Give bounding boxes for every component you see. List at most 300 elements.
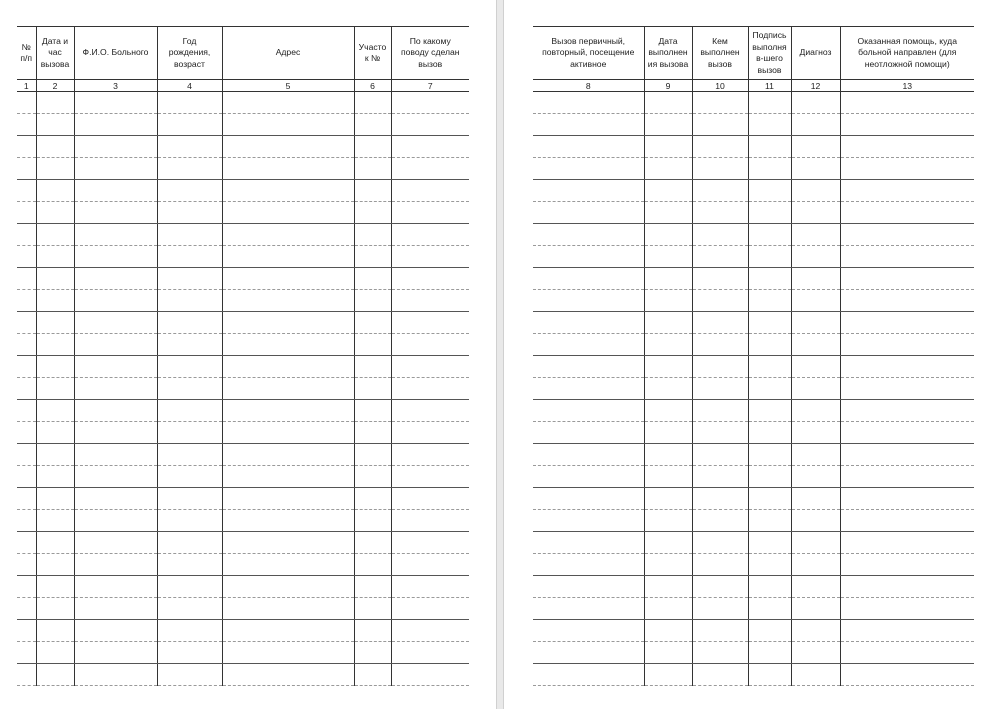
empty-cell <box>74 554 157 576</box>
empty-cell <box>157 466 222 488</box>
empty-cell <box>74 620 157 642</box>
empty-cell <box>36 642 74 664</box>
empty-cell <box>644 576 692 598</box>
empty-cell <box>36 268 74 290</box>
empty-cell <box>748 158 791 180</box>
empty-cell <box>644 356 692 378</box>
empty-cell <box>157 114 222 136</box>
empty-cell <box>36 664 74 686</box>
empty-cell <box>354 444 391 466</box>
table-row <box>533 268 974 290</box>
empty-cell <box>354 422 391 444</box>
empty-cell <box>157 400 222 422</box>
col-header-number: № п/п <box>17 27 36 80</box>
empty-cell <box>692 92 748 114</box>
empty-cell <box>36 400 74 422</box>
empty-cell <box>354 290 391 312</box>
empty-cell <box>17 114 36 136</box>
col-number: 9 <box>644 80 692 92</box>
table-row <box>533 598 974 620</box>
empty-cell <box>692 532 748 554</box>
empty-cell <box>533 620 644 642</box>
empty-cell <box>222 620 354 642</box>
empty-cell <box>36 510 74 532</box>
empty-cell <box>36 114 74 136</box>
empty-cell <box>840 422 974 444</box>
empty-cell <box>748 400 791 422</box>
empty-cell <box>840 554 974 576</box>
col-number: 1 <box>17 80 36 92</box>
empty-cell <box>36 576 74 598</box>
empty-cell <box>748 510 791 532</box>
empty-cell <box>354 642 391 664</box>
empty-cell <box>644 290 692 312</box>
col-number: 3 <box>74 80 157 92</box>
empty-cell <box>692 422 748 444</box>
empty-cell <box>644 114 692 136</box>
empty-cell <box>157 136 222 158</box>
empty-cell <box>354 466 391 488</box>
empty-cell <box>791 378 840 400</box>
empty-cell <box>692 158 748 180</box>
table-row <box>17 620 469 642</box>
empty-cell <box>692 334 748 356</box>
empty-cell <box>17 268 36 290</box>
empty-cell <box>17 466 36 488</box>
empty-cell <box>644 488 692 510</box>
empty-cell <box>791 356 840 378</box>
empty-cell <box>391 642 469 664</box>
col-header-diagnosis: Диагноз <box>791 27 840 80</box>
empty-cell <box>748 620 791 642</box>
empty-cell <box>644 554 692 576</box>
empty-cell <box>354 532 391 554</box>
table-row <box>17 642 469 664</box>
table-row <box>533 92 974 114</box>
empty-cell <box>644 444 692 466</box>
empty-cell <box>157 576 222 598</box>
empty-cell <box>74 136 157 158</box>
empty-cell <box>222 576 354 598</box>
empty-cell <box>533 268 644 290</box>
empty-cell <box>791 334 840 356</box>
empty-cell <box>791 92 840 114</box>
table-row <box>533 312 974 334</box>
empty-cell <box>748 488 791 510</box>
empty-cell <box>36 488 74 510</box>
empty-cell <box>222 642 354 664</box>
empty-cell <box>74 114 157 136</box>
empty-cell <box>644 378 692 400</box>
table-row <box>17 246 469 268</box>
table-row <box>17 444 469 466</box>
empty-cell <box>222 378 354 400</box>
empty-cell <box>17 664 36 686</box>
empty-cell <box>840 114 974 136</box>
col-header-completion-date: Дата выполнен ия вызова <box>644 27 692 80</box>
empty-cell <box>791 202 840 224</box>
table-row <box>533 488 974 510</box>
empty-cell <box>354 114 391 136</box>
empty-cell <box>748 378 791 400</box>
empty-cell <box>157 620 222 642</box>
empty-cell <box>533 576 644 598</box>
empty-cell <box>391 444 469 466</box>
col-number: 11 <box>748 80 791 92</box>
empty-cell <box>157 158 222 180</box>
empty-cell <box>74 290 157 312</box>
empty-cell <box>692 136 748 158</box>
empty-cell <box>791 466 840 488</box>
empty-cell <box>17 488 36 510</box>
empty-cell <box>748 136 791 158</box>
table-row <box>17 532 469 554</box>
table-row <box>17 422 469 444</box>
empty-cell <box>157 334 222 356</box>
col-number: 4 <box>157 80 222 92</box>
calls-journal-right-table <box>533 26 974 686</box>
table-row <box>533 642 974 664</box>
empty-cell <box>74 246 157 268</box>
table-row <box>17 576 469 598</box>
empty-cell <box>354 598 391 620</box>
empty-cell <box>692 576 748 598</box>
empty-cell <box>748 114 791 136</box>
empty-cell <box>222 312 354 334</box>
empty-cell <box>840 136 974 158</box>
empty-cell <box>692 356 748 378</box>
empty-cell <box>36 224 74 246</box>
empty-cell <box>74 466 157 488</box>
empty-cell <box>354 378 391 400</box>
empty-cell <box>222 444 354 466</box>
empty-cell <box>17 444 36 466</box>
empty-cell <box>354 312 391 334</box>
empty-cell <box>644 466 692 488</box>
empty-cell <box>840 532 974 554</box>
empty-cell <box>644 246 692 268</box>
empty-cell <box>391 532 469 554</box>
table-row <box>533 158 974 180</box>
col-number: 2 <box>36 80 74 92</box>
empty-cell <box>840 290 974 312</box>
table-row <box>533 466 974 488</box>
table-row <box>17 466 469 488</box>
empty-cell <box>748 664 791 686</box>
empty-cell <box>17 554 36 576</box>
empty-cell <box>791 598 840 620</box>
empty-cell <box>840 224 974 246</box>
empty-cell <box>17 356 36 378</box>
empty-cell <box>533 136 644 158</box>
empty-cell <box>391 202 469 224</box>
empty-cell <box>74 378 157 400</box>
empty-cell <box>840 598 974 620</box>
table-row <box>17 400 469 422</box>
empty-cell <box>644 642 692 664</box>
empty-cell <box>748 202 791 224</box>
empty-cell <box>533 334 644 356</box>
empty-cell <box>222 180 354 202</box>
empty-cell <box>17 312 36 334</box>
empty-cell <box>644 158 692 180</box>
table-row <box>533 422 974 444</box>
empty-cell <box>791 642 840 664</box>
empty-cell <box>17 224 36 246</box>
empty-cell <box>533 312 644 334</box>
empty-cell <box>533 422 644 444</box>
empty-cell <box>74 422 157 444</box>
empty-cell <box>692 598 748 620</box>
empty-cell <box>748 246 791 268</box>
empty-cell <box>157 268 222 290</box>
empty-cell <box>840 620 974 642</box>
empty-cell <box>391 510 469 532</box>
empty-cell <box>74 334 157 356</box>
empty-cell <box>157 422 222 444</box>
right-page <box>503 0 1000 709</box>
empty-cell <box>222 92 354 114</box>
empty-cell <box>222 532 354 554</box>
empty-cell <box>157 180 222 202</box>
empty-cell <box>222 400 354 422</box>
empty-cell <box>74 202 157 224</box>
left-page <box>0 0 497 709</box>
empty-cell <box>692 246 748 268</box>
empty-cell <box>157 356 222 378</box>
table-row <box>533 664 974 686</box>
empty-cell <box>644 180 692 202</box>
empty-cell <box>391 224 469 246</box>
empty-cell <box>748 312 791 334</box>
empty-cell <box>354 180 391 202</box>
empty-cell <box>36 312 74 334</box>
empty-cell <box>354 334 391 356</box>
empty-cell <box>533 466 644 488</box>
empty-cell <box>692 642 748 664</box>
col-header-call-type: Вызов первичный, повторный, посещение активное <box>533 27 644 80</box>
empty-cell <box>840 356 974 378</box>
empty-cell <box>533 444 644 466</box>
empty-cell <box>692 268 748 290</box>
empty-cell <box>354 664 391 686</box>
empty-cell <box>692 378 748 400</box>
col-number: 6 <box>354 80 391 92</box>
empty-cell <box>17 510 36 532</box>
empty-cell <box>791 422 840 444</box>
empty-cell <box>644 202 692 224</box>
empty-cell <box>840 312 974 334</box>
table-row <box>17 202 469 224</box>
table-row <box>17 598 469 620</box>
col-header-assistance: Оказанная помощь, куда больной направлен (для неотложной помощи) <box>840 27 974 80</box>
empty-cell <box>222 114 354 136</box>
empty-cell <box>791 290 840 312</box>
empty-cell <box>533 532 644 554</box>
empty-cell <box>354 158 391 180</box>
empty-cell <box>222 466 354 488</box>
empty-cell <box>692 400 748 422</box>
empty-cell <box>748 334 791 356</box>
empty-cell <box>157 554 222 576</box>
empty-cell <box>533 224 644 246</box>
empty-cell <box>644 268 692 290</box>
empty-cell <box>157 92 222 114</box>
col-header-signature: Подпись выполня в-шего вызов <box>748 27 791 80</box>
empty-cell <box>840 378 974 400</box>
col-number: 10 <box>692 80 748 92</box>
empty-cell <box>157 224 222 246</box>
empty-cell <box>157 246 222 268</box>
empty-cell <box>74 400 157 422</box>
empty-cell <box>36 598 74 620</box>
empty-cell <box>533 114 644 136</box>
table-row <box>17 92 469 114</box>
col-number: 12 <box>791 80 840 92</box>
empty-cell <box>391 576 469 598</box>
empty-cell <box>222 334 354 356</box>
empty-cell <box>391 158 469 180</box>
empty-cell <box>157 510 222 532</box>
header-row <box>533 27 974 80</box>
empty-cell <box>840 92 974 114</box>
empty-cell <box>748 180 791 202</box>
empty-cell <box>748 532 791 554</box>
empty-cell <box>222 664 354 686</box>
empty-cell <box>74 224 157 246</box>
empty-cell <box>354 400 391 422</box>
empty-cell <box>391 422 469 444</box>
empty-cell <box>36 532 74 554</box>
empty-cell <box>74 598 157 620</box>
empty-cell <box>748 642 791 664</box>
empty-cell <box>354 488 391 510</box>
empty-cell <box>644 510 692 532</box>
col-header-call-reason: По какому поводу сделан вызов <box>391 27 469 80</box>
empty-cell <box>36 246 74 268</box>
empty-cell <box>354 202 391 224</box>
empty-cell <box>17 576 36 598</box>
empty-cell <box>840 488 974 510</box>
empty-cell <box>533 510 644 532</box>
table-row <box>17 136 469 158</box>
table-row <box>533 246 974 268</box>
empty-cell <box>391 664 469 686</box>
empty-cell <box>17 202 36 224</box>
empty-cell <box>36 290 74 312</box>
empty-cell <box>17 246 36 268</box>
empty-cell <box>791 158 840 180</box>
empty-cell <box>791 532 840 554</box>
empty-cell <box>692 554 748 576</box>
empty-cell <box>748 422 791 444</box>
table-row <box>17 312 469 334</box>
empty-cell <box>222 356 354 378</box>
empty-cell <box>354 268 391 290</box>
empty-cell <box>391 400 469 422</box>
empty-cell <box>222 224 354 246</box>
table-row <box>533 554 974 576</box>
table-row <box>17 554 469 576</box>
empty-cell <box>644 92 692 114</box>
empty-cell <box>17 378 36 400</box>
table-row <box>533 400 974 422</box>
table-row <box>533 334 974 356</box>
empty-cell <box>36 92 74 114</box>
empty-cell <box>36 334 74 356</box>
empty-cell <box>748 224 791 246</box>
table-row <box>17 334 469 356</box>
empty-cell <box>748 290 791 312</box>
empty-cell <box>391 620 469 642</box>
empty-cell <box>533 642 644 664</box>
empty-cell <box>533 400 644 422</box>
empty-cell <box>74 642 157 664</box>
empty-cell <box>157 290 222 312</box>
column-number-row <box>533 80 974 92</box>
col-number: 7 <box>391 80 469 92</box>
empty-cell <box>36 378 74 400</box>
empty-cell <box>222 136 354 158</box>
empty-cell <box>391 334 469 356</box>
empty-cell <box>644 136 692 158</box>
empty-cell <box>791 312 840 334</box>
empty-cell <box>840 642 974 664</box>
empty-cell <box>157 378 222 400</box>
empty-cell <box>391 488 469 510</box>
empty-cell <box>533 598 644 620</box>
table-row <box>17 158 469 180</box>
empty-cell <box>17 180 36 202</box>
empty-cell <box>17 598 36 620</box>
empty-cell <box>74 664 157 686</box>
empty-cell <box>692 620 748 642</box>
empty-cell <box>692 202 748 224</box>
table-row <box>533 136 974 158</box>
empty-cell <box>748 554 791 576</box>
empty-cell <box>840 444 974 466</box>
col-header-performed-by: Кем выполнен вызов <box>692 27 748 80</box>
table-row <box>533 114 974 136</box>
empty-cell <box>36 158 74 180</box>
empty-cell <box>17 92 36 114</box>
col-header-address: Адрес <box>222 27 354 80</box>
empty-cell <box>222 290 354 312</box>
empty-cell <box>222 158 354 180</box>
empty-cell <box>17 334 36 356</box>
empty-cell <box>17 136 36 158</box>
empty-cell <box>17 158 36 180</box>
table-row <box>533 180 974 202</box>
empty-cell <box>157 664 222 686</box>
empty-cell <box>391 114 469 136</box>
empty-cell <box>692 312 748 334</box>
empty-cell <box>354 92 391 114</box>
empty-cell <box>840 466 974 488</box>
empty-cell <box>222 598 354 620</box>
empty-cell <box>748 444 791 466</box>
empty-cell <box>533 202 644 224</box>
calls-journal-left-table <box>17 26 469 686</box>
empty-cell <box>533 246 644 268</box>
empty-cell <box>692 510 748 532</box>
empty-cell <box>74 488 157 510</box>
empty-cell <box>533 488 644 510</box>
empty-cell <box>354 356 391 378</box>
table-row <box>17 356 469 378</box>
empty-cell <box>644 312 692 334</box>
empty-cell <box>791 576 840 598</box>
